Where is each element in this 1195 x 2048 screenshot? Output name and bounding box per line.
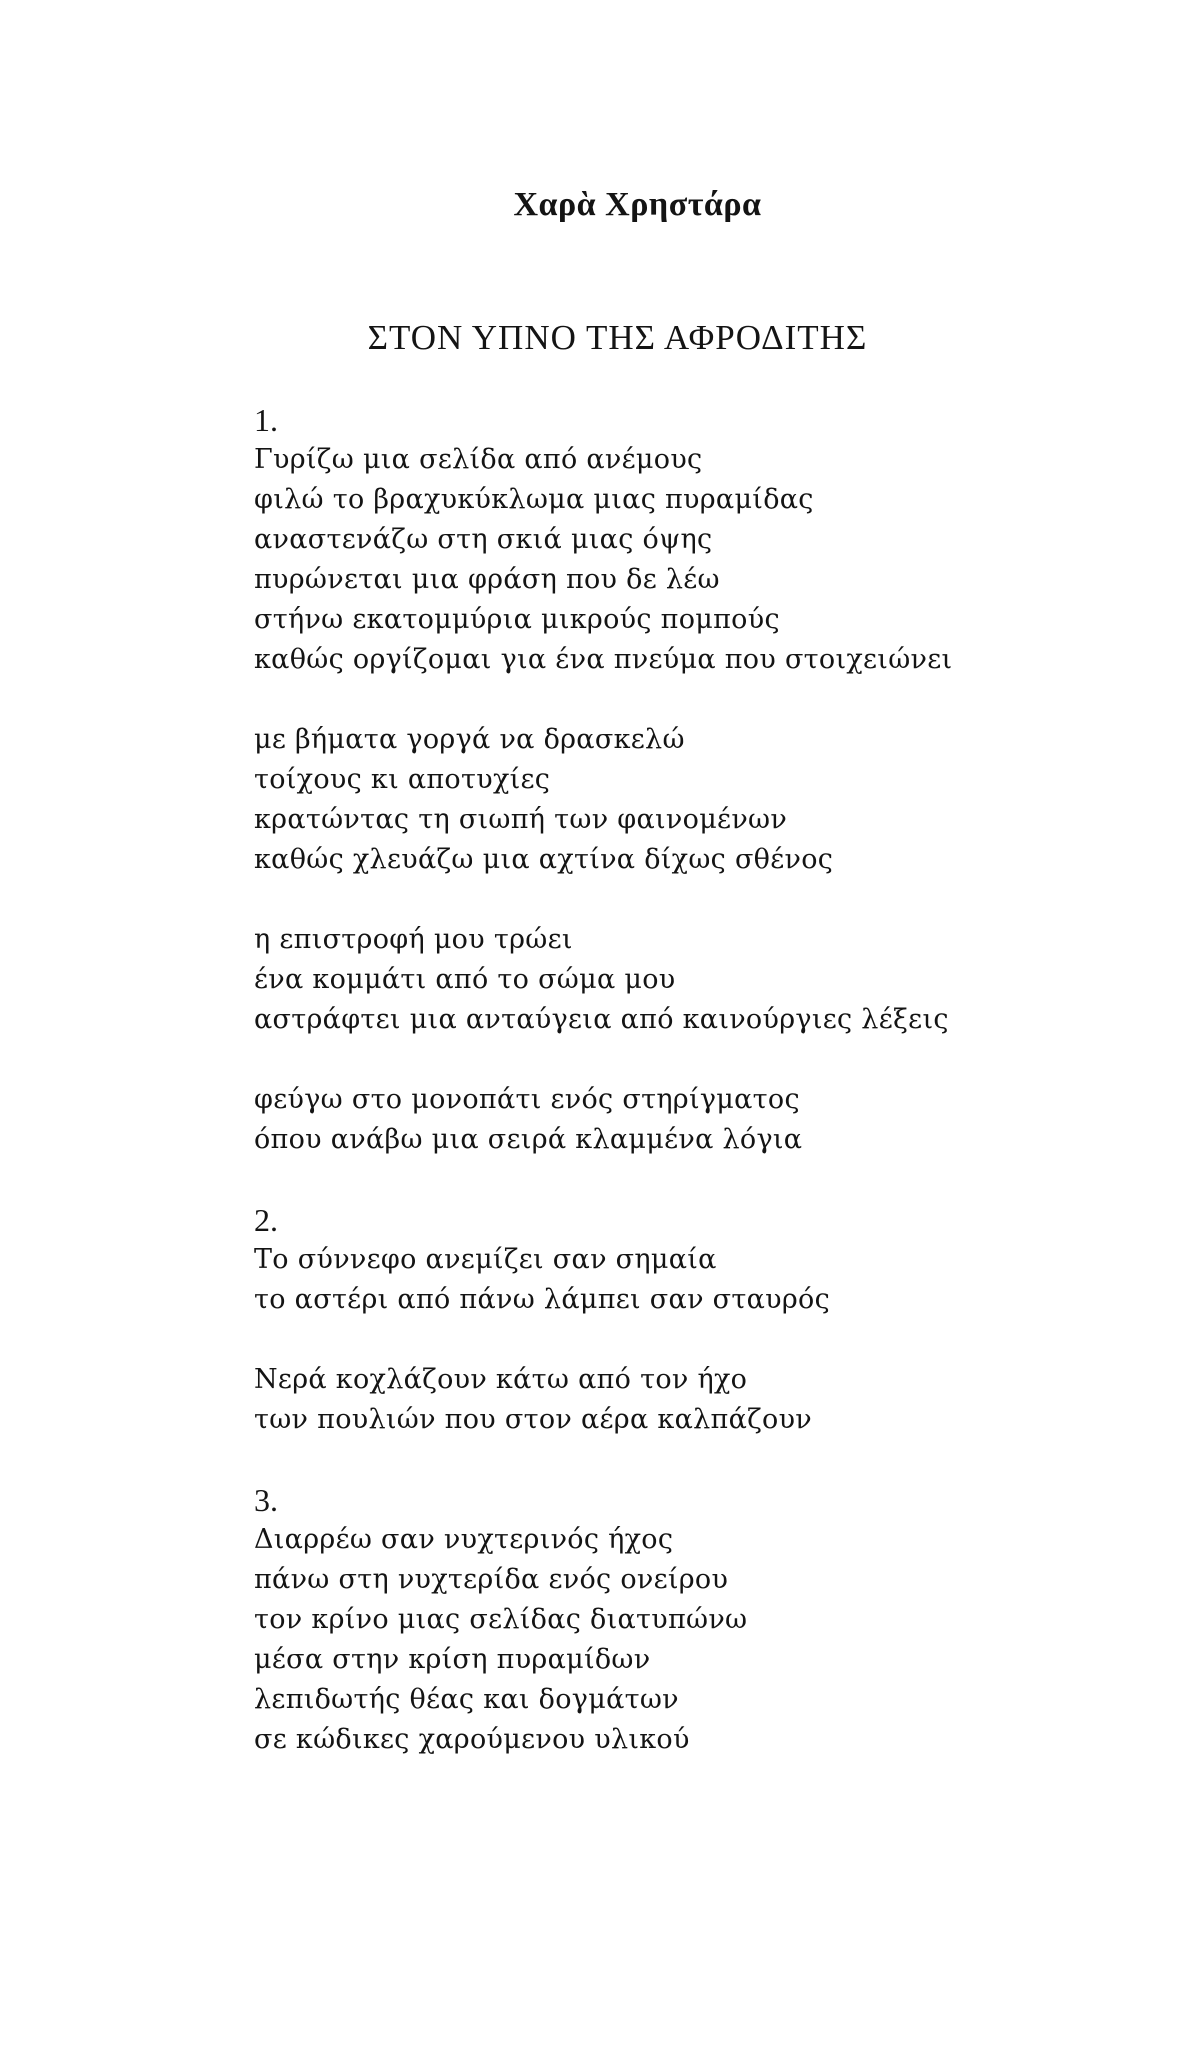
poem-body (254, 400, 1134, 1760)
poem-line: αναστενάζω στη σκιά μιας όψης (254, 524, 713, 555)
stanza (254, 920, 1134, 1040)
poem-line: σε κώδικες χαρούμενου υλικού (254, 1724, 690, 1755)
poem-line: με βήματα γοργά να δρασκελώ (254, 724, 685, 755)
stanza (254, 1520, 1134, 1760)
poem-line: ένα κομμάτι από το σώμα μου (254, 964, 676, 995)
poem-line: στήνω εκατομμύρια μικρούς πομπούς (254, 604, 780, 635)
poem-line: τον κρίνο μιας σελίδας διατυπώνω (254, 1604, 748, 1635)
poem-line: λεπιδωτής θέας και δογμάτων (254, 1684, 679, 1715)
stanza (254, 720, 1134, 880)
section-number: 3. (254, 1482, 278, 1518)
poem-line: μέσα στην κρίση πυραμίδων (254, 1644, 651, 1675)
poem-line: το αστέρι από πάνω λάμπει σαν σταυρός (254, 1284, 831, 1315)
poem-line: φεύγω στο μονοπάτι ενός στηρίγματος (254, 1084, 800, 1115)
poem-line: η επιστροφή μου τρώει (254, 924, 573, 955)
stanza (254, 1240, 1134, 1320)
poem-line: όπου ανάβω μια σειρά κλαμμένα λόγια (254, 1124, 803, 1155)
poem-line: φιλώ το βραχυκύκλωμα μιας πυραμίδας (254, 484, 814, 515)
poem-line: Διαρρέω σαν νυχτερινός ήχος (254, 1524, 674, 1555)
poem-line: Γυρίζω μια σελίδα από ανέμους (254, 444, 703, 475)
poem-line: Το σύννεφο ανεμίζει σαν σημαία (254, 1244, 717, 1275)
poem-section-1 (254, 400, 1134, 1160)
poem-section-2 (254, 1200, 1134, 1440)
poem-line: Νερά κοχλάζουν κάτω από τον ήχο (254, 1364, 748, 1395)
poem-line: κρατώντας τη σιωπή των φαινομένων (254, 804, 788, 835)
stanza (254, 1360, 1134, 1440)
section-number: 2. (254, 1202, 278, 1238)
poem-title: ΣΤΟΝ ΥΠΝΟ ΤΗΣ ΑΦΡΟΔΙΤΗΣ (367, 318, 868, 357)
section-number: 1. (254, 402, 278, 438)
author-name: Χαρὰ Χρηστάρα (513, 186, 762, 223)
poem-line: καθώς οργίζομαι για ένα πνεύμα που στοιχειώνει (254, 644, 953, 675)
poem-line: καθώς χλευάζω μια αχτίνα δίχως σθένος (254, 844, 834, 875)
poem-line: πάνω στη νυχτερίδα ενός ονείρου (254, 1564, 729, 1595)
poem-line: αστράφτει μια ανταύγεια από καινούργιες λέξεις (254, 1004, 949, 1035)
stanza (254, 1080, 1134, 1160)
poem-line: των πουλιών που στον αέρα καλπάζουν (254, 1404, 813, 1435)
poem-line: τοίχους κι αποτυχίες (254, 764, 551, 795)
poem-line: πυρώνεται μια φράση που δε λέω (254, 564, 720, 595)
poem-section-3 (254, 1480, 1134, 1760)
stanza (254, 440, 1134, 680)
